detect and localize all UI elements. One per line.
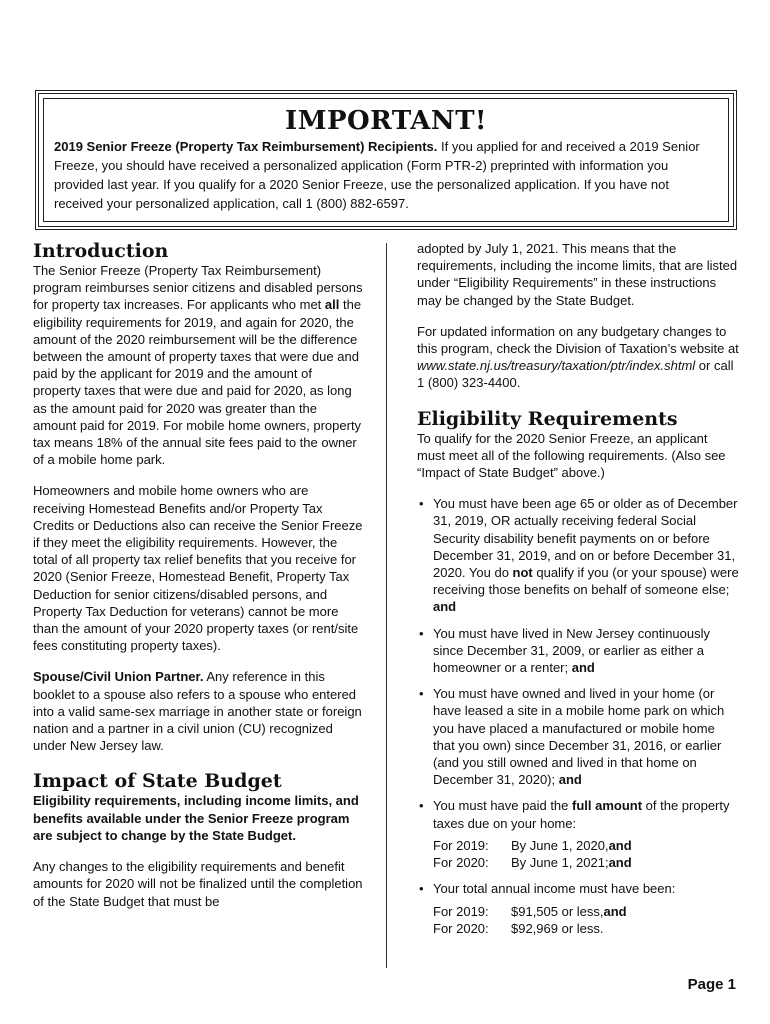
important-title: IMPORTANT! — [285, 106, 487, 136]
eligibility-heading: Eligibility Requirements — [417, 407, 678, 430]
b3-text: You must have owned and lived in your home (or have leased a site in a mobile home park on which you have placed a manufactured or mobile home that you own) since December 31, 2016, or earlier (and you still owned and lived in that home on December 31, 2020); — [433, 686, 725, 788]
income-row-year: For 2020: — [433, 920, 489, 936]
intro-p1-a: The Senior Freeze (Property Tax Reimbursement) program reimburses senior citizens and disabled persons for property tax increases. For applicants who met — [33, 263, 363, 313]
eligibility-list — [417, 495, 739, 832]
b4-bold: full amount — [572, 798, 643, 814]
b1-and: and — [433, 599, 457, 615]
spouse-text: Any reference in this booklet to a spouse also refers to a spouse who entered into a valid same-sex marriage in another state or foreign nation and a partner in a civil union (CU) recognized under New Jersey law. — [33, 669, 362, 754]
intro-p1-bold: all — [324, 297, 340, 313]
b3-and: and — [558, 772, 582, 788]
page-number: Page 1 — [687, 976, 736, 993]
important-lead: 2019 Senior Freeze (Property Tax Reimbursement) Recipients. — [54, 139, 438, 154]
income-row-year: For 2019: — [433, 903, 489, 919]
list-item: • Your total annual income must have been: — [417, 880, 739, 897]
income-limits — [417, 903, 739, 937]
list-item — [417, 685, 739, 788]
intro-p1-b: the eligibility requirements for 2019, and again for 2020, the amount of the 2020 reimbursement will be the difference between the amount of property taxes that were due and paid by the applicant for 2019 and the amount of property taxes that were due and paid for 2020, as long as the amount paid for 2020 was greater than the amount paid for 2019. For mobile home owners, property tax means 18% of the annual site fees paid to the owner of a mobile home park. — [33, 297, 362, 468]
impact-p2-b: or call 1 (800) 323-4400. — [417, 358, 734, 391]
impact-bold-paragraph: Eligibility requirements, including income limits, and benefits available under the Senior Freeze program are subject to change by the State Budget. — [33, 793, 359, 843]
tax-row — [417, 854, 739, 871]
tax-row-year: For 2019: — [433, 837, 489, 853]
introduction-heading: Introduction — [33, 240, 169, 262]
b2-and: and — [571, 660, 595, 676]
list-item — [417, 495, 739, 615]
b1-a: You must have been age 65 or older as of December 31, 2019, OR actually receiving federal Social Security disability benefit payments on or before December 31, 2019, and on or before December 31, 2020. You do — [433, 496, 738, 581]
tax-row-and: and — [608, 855, 632, 871]
right-column — [417, 240, 739, 937]
income-row — [417, 920, 739, 937]
spouse-label: Spouse/Civil Union Partner. — [33, 669, 204, 685]
important-notice-inner — [43, 98, 729, 222]
introduction-paragraph-1 — [33, 262, 363, 468]
b1-b: qualify if you (or your spouse) were receiving those benefits on behalf of someone else; — [433, 565, 739, 598]
important-notice-box — [35, 90, 737, 230]
impact-paragraph-1: Any changes to the eligibility requirements and benefit amounts for 2020 will not be finalized until the completion of the State Budget that must be — [33, 859, 363, 909]
tax-row-value: By June 1, 2020, — [511, 837, 609, 853]
taxation-website-link[interactable]: www.state.nj.us/treasury/taxation/ptr/index.shtml — [417, 358, 696, 374]
introduction-paragraph-3 — [33, 668, 363, 754]
income-row-and: and — [603, 903, 627, 919]
impact-paragraph-1-continued: adopted by July 1, 2021. This means that the requirements, including the income limits, that are listed under “Eligibility Requirements” in these instructions may be changed by the State Budget. — [417, 241, 738, 308]
b2-text: You must have lived in New Jersey continuously since December 31, 2009, or earlier as either a homeowner or a renter; — [433, 625, 710, 676]
impact-p2-a: For updated information on any budgetary changes to this program, check the Division of Taxation’s website at — [417, 323, 739, 357]
b1-not: not — [512, 565, 533, 581]
tax-row-value: By June 1, 2021; — [511, 855, 609, 871]
tax-row — [417, 837, 739, 854]
important-text — [54, 137, 718, 213]
tax-paid-dates — [417, 837, 739, 871]
list-item — [417, 625, 739, 677]
eligibility-list-cont — [417, 880, 739, 897]
eligibility-intro: To qualify for the 2020 Senior Freeze, an applicant must meet all of the following requirements. (Also see “Impact of State Budget” above.) — [417, 430, 726, 481]
b4-b: of the property taxes due on your home: — [433, 798, 730, 831]
income-row — [417, 903, 739, 920]
introduction-paragraph-2: Homeowners and mobile home owners who are receiving Homestead Benefits and/or Property Tax Credits or Deductions also can receive the Senior Freeze if they meet the eligibility requirements. However, the total of all property tax relief benefits that you receive for 2020 (Senior Freeze, Homestead Benefit, Property Tax Deduction for senior citizens/disabled persons, and Property Tax Deduction for veterans) cannot be more than the amount of your 2020 property taxes (or rent/site fees constituting property taxes). — [33, 483, 363, 654]
tax-row-and: and — [608, 837, 632, 853]
impact-paragraph-2 — [417, 323, 739, 392]
income-row-value: $91,505 or less, — [511, 903, 604, 919]
important-body: If you applied for and received a 2019 Senior Freeze, you should have received a personalized application (Form PTR-2) preprinted with information you provided last year. If you qualify for a 2020 Senior Freeze, use the personalized application. If you have not received your personalized application, call 1 (800) 882-6597. — [54, 139, 700, 211]
list-item — [417, 797, 739, 831]
column-divider — [386, 243, 387, 968]
income-row-value: $92,969 or less. — [511, 920, 604, 936]
left-column — [33, 240, 363, 910]
impact-heading: Impact of State Budget — [33, 770, 282, 793]
b4-a: You must have paid the — [433, 798, 573, 814]
tax-row-year: For 2020: — [433, 855, 489, 871]
